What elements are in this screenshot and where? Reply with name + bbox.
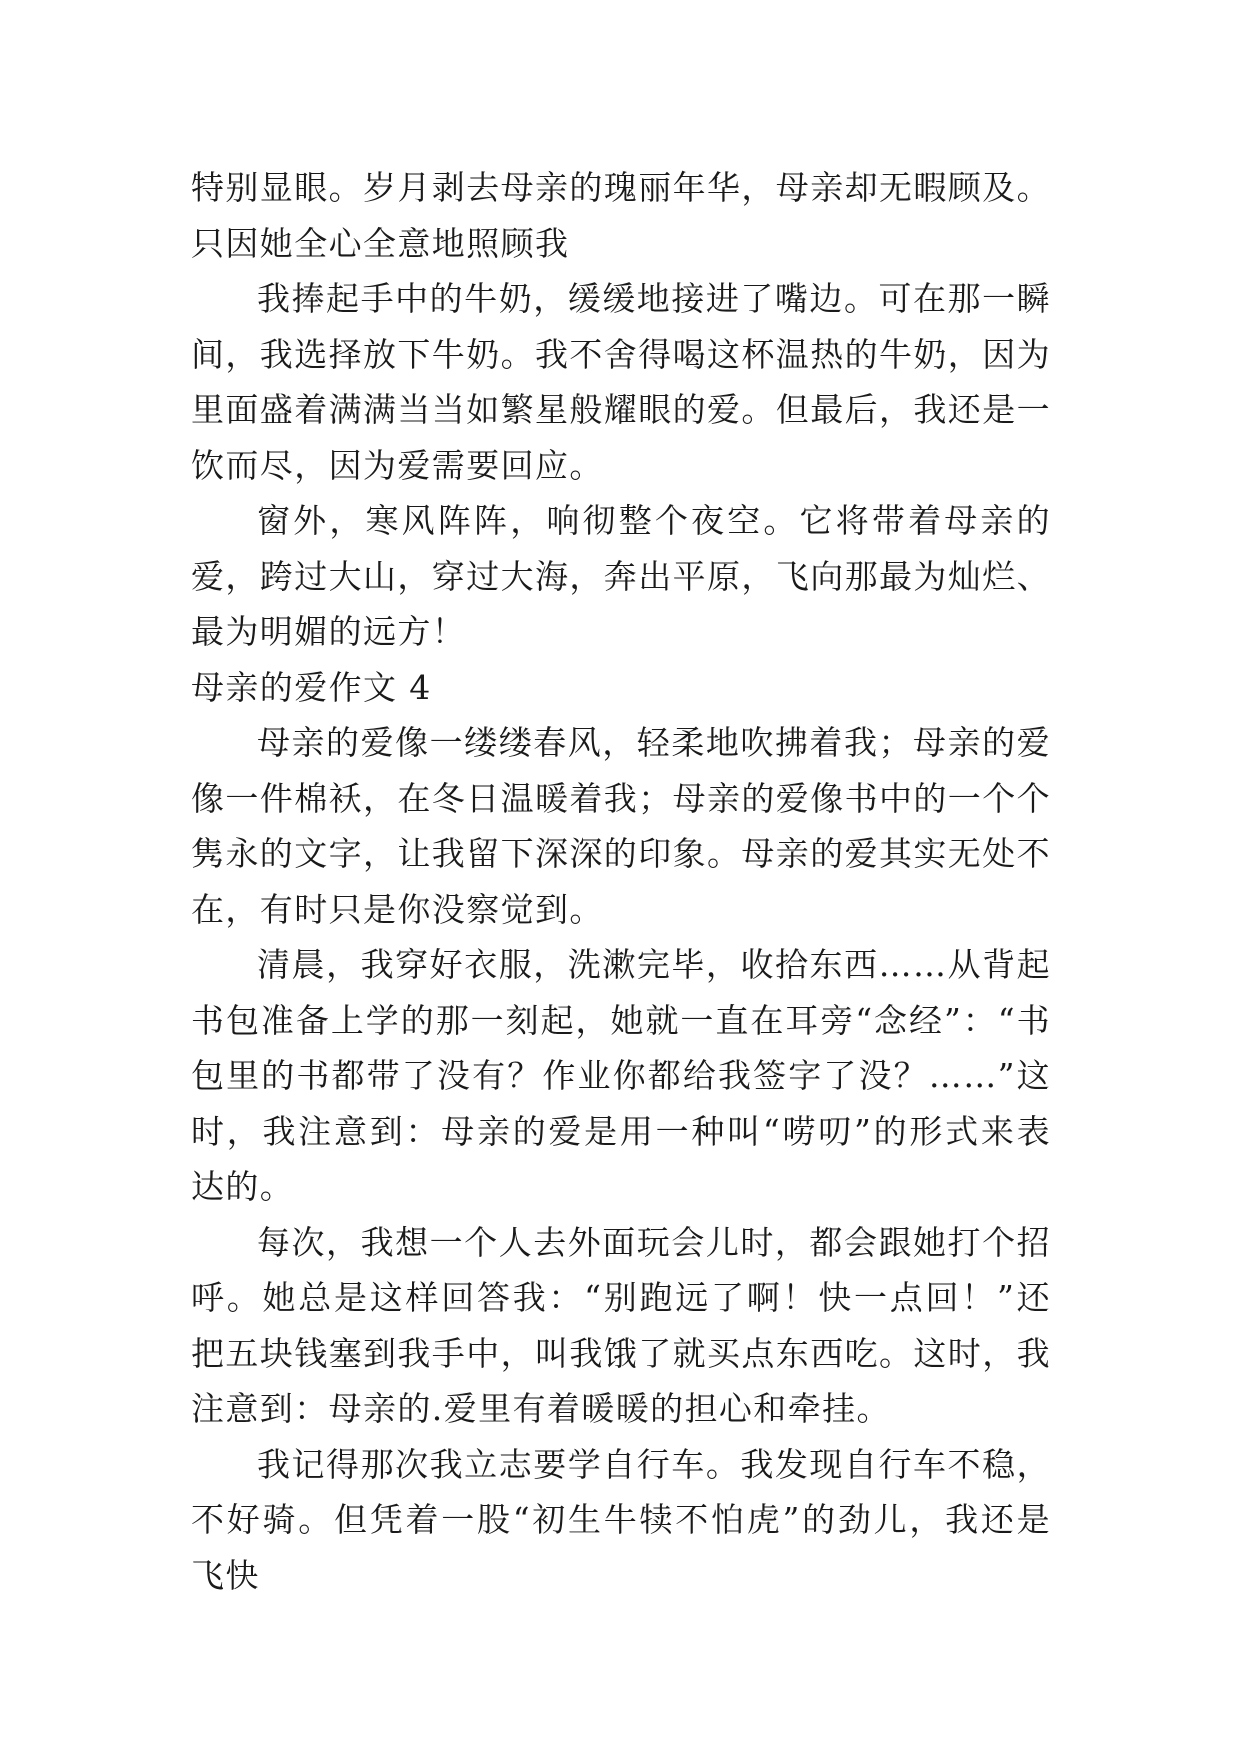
paragraph: 每次，我想一个人去外面玩会儿时，都会跟她打个招呼。她总是这样回答我：“别跑远了啊！快一点回！”还把五块钱塞到我手中，叫我饿了就买点东西吃。这时，我注意到：母亲的.爱里有着暖暖的担心和牵挂。 (191, 1222, 1051, 1428)
paragraph-continuation: 特别显眼。岁月剥去母亲的瑰丽年华，母亲却无暇顾及。只因她全心全意地照顾我 (191, 168, 1051, 263)
section-heading: 母亲的爱作文 4 (191, 667, 432, 707)
paragraph: 我记得那次我立志要学自行车。我发现自行车不稳，不好骑。但凭着一股“初生牛犊不怕虎”的劲儿，我还是飞快 (191, 1444, 1051, 1595)
paragraph: 我捧起手中的牛奶，缓缓地接进了嘴边。可在那一瞬间，我选择放下牛奶。我不舍得喝这杯温热的牛奶，因为里面盛着满满当当如繁星般耀眼的爱。但最后，我还是一饮而尽，因为爱需要回应。 (191, 279, 1051, 485)
document-body (191, 160, 1051, 1603)
paragraph: 母亲的爱像一缕缕春风，轻柔地吹拂着我；母亲的爱像一件棉袄，在冬日温暖着我；母亲的爱像书中的一个个隽永的文字，让我留下深深的印象。母亲的爱其实无处不在，有时只是你没察觉到。 (191, 723, 1051, 929)
paragraph: 清晨，我穿好衣服，洗漱完毕，收拾东西……从背起书包准备上学的那一刻起，她就一直在耳旁“念经”：“书包里的书都带了没有？作业你都给我签字了没？……”这时，我注意到：母亲的爱是用一种叫“唠叨”的形式来表达的。 (191, 945, 1051, 1206)
paragraph: 窗外，寒风阵阵，响彻整个夜空。它将带着母亲的爱，跨过大山，穿过大海，奔出平原，飞向那最为灿烂、最为明媚的远方！ (191, 501, 1051, 651)
